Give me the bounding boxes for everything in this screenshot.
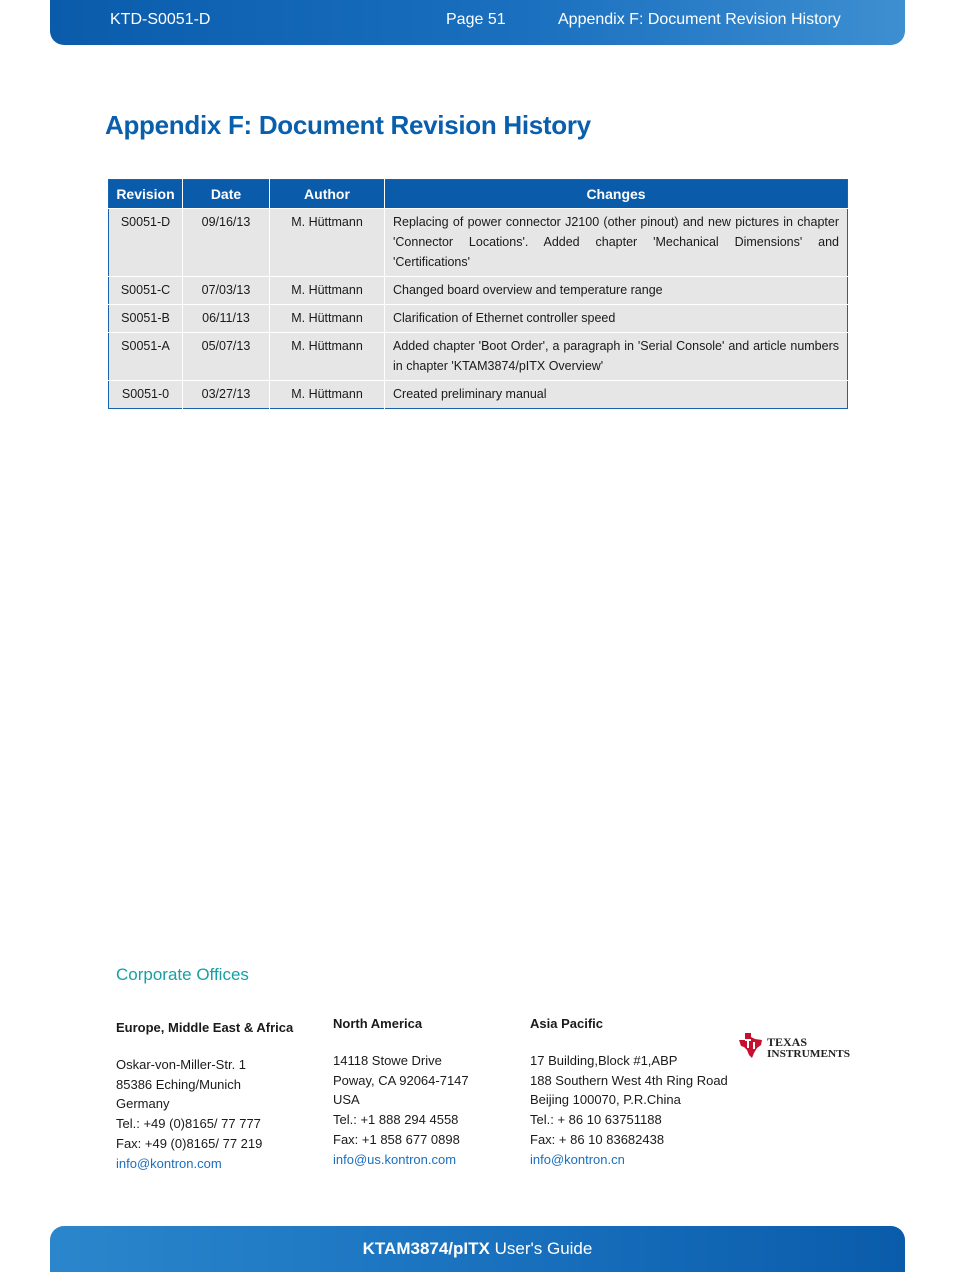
author-cell: M. Hüttmann [270, 305, 385, 333]
changes-cell: Clarification of Ethernet controller speed [385, 305, 848, 333]
texas-state-icon [739, 1033, 762, 1058]
column-header-date: Date [183, 180, 270, 209]
revision-cell: S0051-C [109, 277, 183, 305]
fax-line: Fax: +49 (0)8165/ 77 219 [116, 1135, 263, 1151]
email-link[interactable]: info@us.kontron.com [333, 1151, 457, 1167]
author-cell: M. Hüttmann [270, 333, 385, 381]
column-header-revision: Revision [109, 180, 183, 209]
texas-instruments-logo [738, 1031, 852, 1059]
address-line: Germany [116, 1096, 170, 1112]
address-line: 14118 Stowe Drive [333, 1052, 442, 1068]
column-header-changes: Changes [385, 180, 848, 209]
table-row [109, 277, 848, 305]
phone-line: Tel.: +49 (0)8165/ 77 777 [116, 1116, 261, 1132]
fax-line: Fax: + 86 10 83682438 [530, 1131, 665, 1147]
date-cell: 09/16/13 [183, 209, 270, 277]
section-title: Appendix F: Document Revision History [558, 11, 841, 28]
changes-cell: Changed board overview and temperature range [385, 277, 848, 305]
author-cell: M. Hüttmann [270, 209, 385, 277]
office-heading: North America [333, 1016, 423, 1031]
guide-label: User's Guide [494, 1239, 593, 1258]
revision-cell: S0051-A [109, 333, 183, 381]
table-row [109, 209, 848, 277]
column-header-author: Author [270, 180, 385, 209]
date-cell: 03/27/13 [183, 381, 270, 409]
revision-cell: S0051-B [109, 305, 183, 333]
address-line: Beijing 100070, P.R.China [530, 1092, 681, 1108]
address-line: Poway, CA 92064-7147 [333, 1072, 469, 1088]
document-id: KTD-S0051-D [110, 11, 211, 28]
date-cell: 06/11/13 [183, 305, 270, 333]
corporate-offices-title: Corporate Offices [116, 965, 249, 984]
email-link[interactable]: info@kontron.com [116, 1155, 222, 1171]
address-line: Oskar-von-Miller-Str. 1 [116, 1056, 247, 1072]
phone-line: Tel.: + 86 10 63751188 [530, 1112, 662, 1128]
address-line: 85386 Eching/Munich [116, 1076, 242, 1092]
address-line: 17 Building,Block #1,ABP [530, 1052, 678, 1068]
date-cell: 07/03/13 [183, 277, 270, 305]
revision-cell: S0051-0 [109, 381, 183, 409]
changes-cell: Added chapter 'Boot Order', a paragraph in 'Serial Console' and article numbers in chapter 'KTAM3874/pITX Overview' [385, 333, 848, 381]
revision-cell: S0051-D [109, 209, 183, 277]
logo-mark-i [753, 1042, 755, 1049]
page-number: Page 51 [446, 11, 506, 28]
phone-line: Tel.: +1 888 294 4558 [333, 1112, 459, 1128]
logo-text-instruments: INSTRUMENTS [767, 1048, 850, 1059]
office-heading: Europe, Middle East & Africa [116, 1020, 294, 1035]
table-header-row [109, 180, 848, 209]
product-name: KTAM3874/pITX [362, 1239, 490, 1258]
logo-text-texas: TEXAS [767, 1035, 808, 1049]
logo-mark-t-bar [745, 1039, 751, 1041]
footer-title [50, 1239, 905, 1259]
address-line: USA [333, 1092, 360, 1108]
office-emea [116, 1018, 316, 1174]
author-cell: M. Hüttmann [270, 277, 385, 305]
office-asia-pacific [530, 1014, 730, 1170]
table-row [109, 305, 848, 333]
table-row [109, 381, 848, 409]
office-heading: Asia Pacific [530, 1016, 603, 1031]
office-north-america [333, 1014, 533, 1170]
page-title: Appendix F: Document Revision History [105, 110, 591, 140]
page-header [50, 0, 905, 45]
author-cell: M. Hüttmann [270, 381, 385, 409]
revision-table [108, 179, 848, 409]
page-footer [50, 1226, 905, 1272]
address-line: 188 Southern West 4th Ring Road [530, 1072, 728, 1088]
table-row [109, 333, 848, 381]
date-cell: 05/07/13 [183, 333, 270, 381]
fax-line: Fax: +1 858 677 0898 [333, 1131, 460, 1147]
email-link[interactable]: info@kontron.cn [530, 1151, 625, 1167]
changes-cell: Replacing of power connector J2100 (other pinout) and new pictures in chapter 'Connector Locations'. Added chapter 'Mechanical Dimensions' and 'Certifications' [385, 209, 848, 277]
changes-cell: Created preliminary manual [385, 381, 848, 409]
